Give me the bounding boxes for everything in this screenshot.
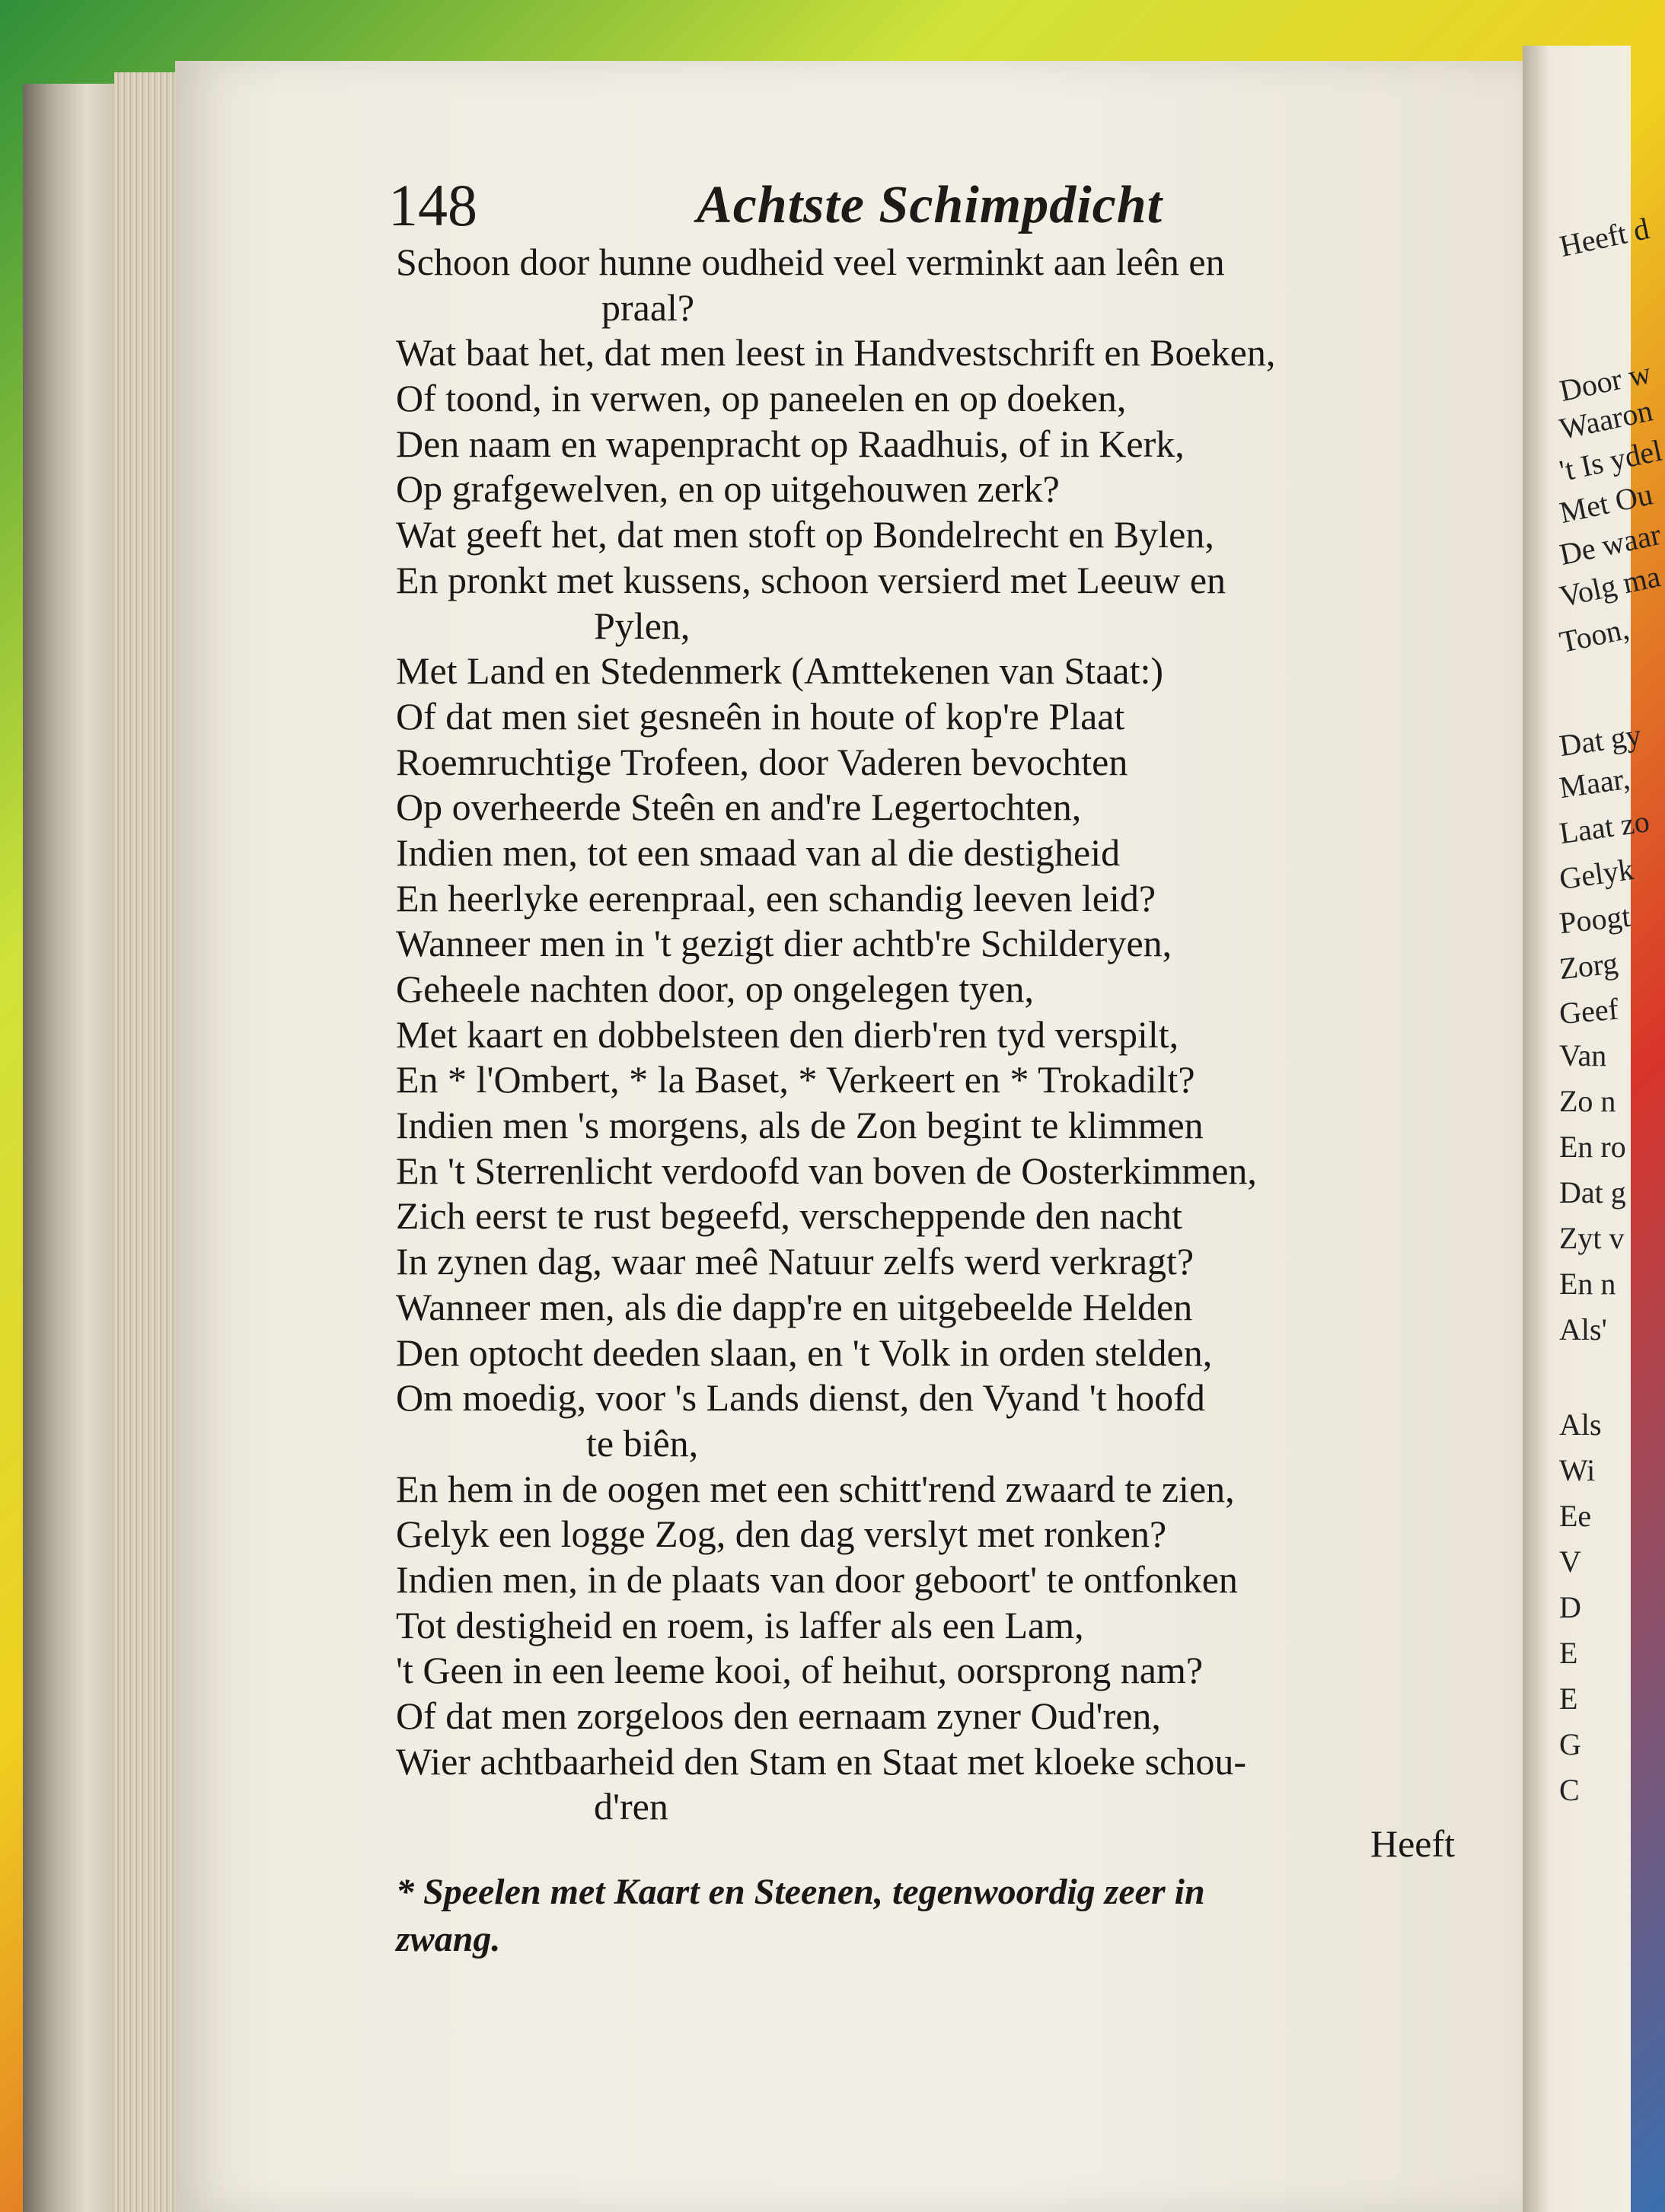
facing-page xyxy=(1523,46,1665,2212)
facing-page-line: Volg ma xyxy=(1556,559,1663,614)
facing-page-line: E xyxy=(1559,1681,1578,1716)
verse-line: Op overheerde Steên en and're Legertochten, xyxy=(396,786,1082,829)
verse-line: Indien men 's morgens, als de Zon begint te klimmen xyxy=(396,1104,1204,1147)
verse-line: En 't Sterrenlicht verdoofd van boven de Oosterkimmen, xyxy=(396,1149,1257,1192)
verse-line: Met kaart en dobbelsteen den dierb'ren tyd verspilt, xyxy=(396,1012,1179,1056)
facing-page-line: Geef xyxy=(1558,991,1620,1031)
verse-line: In zynen dag, waar meê Natuur zelfs werd verkragt? xyxy=(396,1240,1195,1283)
verse-line: Indien men, tot een smaad van al die destigheid xyxy=(396,830,1121,874)
verse-line: Of dat men siet gesneên in houte of kop're Plaat xyxy=(396,694,1125,738)
verse-line: En heerlyke eerenpraal, een schandig leeven leid? xyxy=(396,876,1156,920)
verse-line: Met Land en Stedenmerk (Amttekenen van Staat:) xyxy=(396,649,1164,693)
verse-line: Pylen, xyxy=(594,604,691,647)
facing-page-line: Dat g xyxy=(1559,1175,1626,1210)
verse-line: Wanneer men in 't gezigt dier achtb're Schilderyen, xyxy=(396,922,1172,965)
verse-line: En hem in de oogen met een schitt'rend zwaard te zien, xyxy=(396,1467,1235,1510)
verse-line: En pronkt met kussens, schoon versierd met Leeuw en xyxy=(396,558,1226,601)
facing-page-line: Door w xyxy=(1556,355,1654,408)
facing-page-line: V xyxy=(1559,1544,1581,1579)
facing-page-line: Van xyxy=(1559,1038,1607,1073)
page-number: 148 xyxy=(388,172,477,238)
facing-page-line: C xyxy=(1559,1773,1580,1807)
facing-page-line: Toon, xyxy=(1556,610,1632,659)
verse-line: Tot destigheid en roem, is laffer als een Lam, xyxy=(396,1603,1084,1646)
footnote-line: zwang. xyxy=(396,1919,501,1959)
facing-page-line: Als xyxy=(1559,1407,1602,1442)
catchword: Heeft xyxy=(1370,1822,1456,1865)
verse-line: te biên, xyxy=(586,1421,699,1465)
verse-line: Of dat men zorgeloos den eernaam zyner Oud'ren, xyxy=(396,1694,1161,1737)
verse-line: Wanneer men, als die dapp're en uitgebeelde Helden xyxy=(396,1285,1193,1328)
facing-page-line: E xyxy=(1559,1636,1578,1670)
page-header xyxy=(388,171,1492,240)
verse-line: praal? xyxy=(601,285,695,329)
facing-page-line: G xyxy=(1559,1727,1581,1761)
facing-page-line: Dat gy xyxy=(1557,717,1644,763)
verse-line: Wat geeft het, dat men stoft op Bondelrecht en Bylen, xyxy=(396,513,1214,556)
facing-page-line: D xyxy=(1559,1590,1581,1624)
facing-page-line: En ro xyxy=(1559,1130,1626,1164)
facing-page-line: 't Is ydel xyxy=(1556,432,1665,488)
verse-line: d'ren xyxy=(594,1785,668,1828)
facing-page-line: Zo n xyxy=(1559,1084,1616,1118)
footnote-line: * Speelen met Kaart en Steenen, tegenwoordig zeer in xyxy=(396,1872,1205,1912)
verse-line: Schoon door hunne oudheid veel verminkt aan leên en xyxy=(396,241,1225,283)
poem-text xyxy=(396,240,1492,1830)
verse-line: 't Geen in een leeme kooi, of heihut, oorsprong nam? xyxy=(396,1649,1204,1692)
verse-line: Roemruchtige Trofeen, door Vaderen bevochten xyxy=(396,740,1128,783)
book-spine xyxy=(23,84,114,2212)
verse-line: Den optocht deeden slaan, en 't Volk in orden stelden, xyxy=(396,1331,1213,1374)
verse-line: Geheele nachten door, op ongelegen tyen, xyxy=(396,967,1034,1010)
facing-page-line: En n xyxy=(1559,1267,1616,1301)
running-title: Achtste Schimpdicht xyxy=(697,176,1163,234)
facing-page-line: Ee xyxy=(1559,1499,1592,1533)
verse-line: Gelyk een logge Zog, den dag verslyt met ronken? xyxy=(396,1512,1167,1556)
facing-page-line: Met Ou xyxy=(1556,477,1656,530)
facing-page-line: Wi xyxy=(1559,1453,1596,1487)
footnote xyxy=(396,1869,1492,1963)
facing-page-line: Maar, xyxy=(1557,760,1632,805)
facing-page-line: Poogt xyxy=(1557,898,1632,941)
facing-page-line: Gelyk xyxy=(1557,851,1636,897)
verse-line: Zich eerst te rust begeefd, verscheppende den nacht xyxy=(396,1194,1182,1238)
facing-page-line: Zyt v xyxy=(1559,1221,1625,1255)
verse-line: Indien men, in de plaats van door geboort' te ontfonken xyxy=(396,1557,1238,1601)
verse-line: Den naam en wapenpracht op Raadhuis, of in Kerk, xyxy=(396,422,1185,465)
facing-page-line: Waaron xyxy=(1556,393,1656,446)
facing-page-line: Zorg xyxy=(1557,945,1620,986)
verse-line: Of toond, in verwen, op paneelen en op doeken, xyxy=(396,377,1127,420)
verse-line: Wier achtbaarheid den Stam en Staat met kloeke schou- xyxy=(396,1739,1247,1783)
facing-page-line: Laat zo xyxy=(1557,804,1652,851)
facing-page-line: Als' xyxy=(1559,1312,1607,1347)
facing-page-line: De waar xyxy=(1556,517,1664,572)
facing-page-line: Heeft d xyxy=(1556,211,1653,263)
verse-line: Om moedig, voor 's Lands dienst, den Vyand 't hoofd xyxy=(396,1376,1205,1420)
verse-line: En * l'Ombert, * la Baset, * Verkeert en * Trokadilt? xyxy=(396,1058,1195,1101)
verse-line: Wat baat het, dat men leest in Handvestschrift en Boeken, xyxy=(396,331,1276,375)
verse-line: Op grafgewelven, en op uitgehouwen zerk? xyxy=(396,467,1060,511)
